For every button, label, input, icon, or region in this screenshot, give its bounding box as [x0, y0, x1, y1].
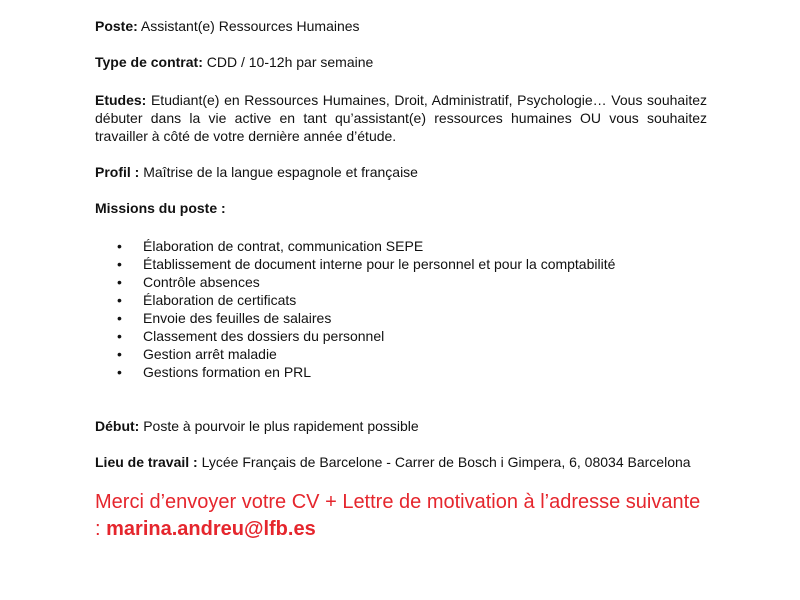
lieu-label: Lieu de travail :	[95, 454, 198, 470]
mission-item	[117, 273, 707, 291]
lieu-field	[95, 453, 707, 471]
mission-item	[117, 345, 707, 363]
mission-text: Gestion arrêt maladie	[143, 346, 277, 362]
contact-email-link[interactable]: marina.andreu@lfb.es	[106, 518, 316, 540]
mission-text: Élaboration de contrat, communication SEPE	[143, 238, 424, 254]
missions-list	[95, 237, 707, 381]
contrat-value: CDD / 10-12h par semaine	[202, 54, 374, 70]
mission-item	[117, 309, 707, 327]
debut-label: Début:	[95, 418, 140, 434]
contrat-label: Type de contrat:	[95, 54, 203, 70]
mission-text: Établissement de document interne pour le personnel et pour la comptabilité	[143, 256, 616, 272]
poste-label: Poste:	[95, 18, 138, 34]
bullet-icon: •	[117, 310, 122, 326]
job-posting	[95, 17, 707, 543]
mission-item	[117, 363, 707, 381]
debut-value: Poste à pourvoir le plus rapidement possible	[139, 418, 419, 434]
mission-text: Contrôle absences	[143, 274, 260, 290]
bullet-icon: •	[117, 346, 122, 362]
poste-field	[95, 17, 707, 35]
profil-value: Maîtrise de la langue espagnole et française	[139, 164, 418, 180]
mission-item	[117, 327, 707, 345]
etudes-field	[95, 91, 707, 145]
contact-text: Merci d’envoyer votre CV + Lettre de motivation à l’adresse suivante :	[95, 491, 701, 540]
contact-note	[95, 489, 707, 543]
mission-item	[117, 255, 707, 273]
mission-item	[117, 291, 707, 309]
mission-text: Gestions formation en PRL	[143, 364, 312, 380]
lieu-value: Lycée Français de Barcelone - Carrer de Bosch i Gimpera, 6, 08034 Barcelona	[197, 454, 691, 470]
bullet-icon: •	[117, 238, 122, 254]
bullet-icon: •	[117, 328, 122, 344]
mission-text: Élaboration de certificats	[143, 292, 297, 308]
missions-title: Missions du poste :	[95, 200, 226, 216]
etudes-label: Etudes:	[95, 92, 147, 108]
bullet-icon: •	[117, 256, 122, 272]
mission-text: Envoie des feuilles de salaires	[143, 310, 332, 326]
etudes-value: Etudiant(e) en Ressources Humaines, Droit, Administratif, Psychologie… Vous souhaitez débuter dans la vie active en tant qu’assistant(e) ressources humaines OU vous souhaitez travailler à côté de votre dernière année d’étude.	[95, 92, 707, 144]
contrat-field	[95, 53, 707, 71]
poste-value: Assistant(e) Ressources Humaines	[137, 18, 360, 34]
debut-field	[95, 417, 707, 435]
mission-text: Classement des dossiers du personnel	[143, 328, 385, 344]
bullet-icon: •	[117, 274, 122, 290]
profil-label: Profil :	[95, 164, 140, 180]
profil-field	[95, 163, 707, 181]
bullet-icon: •	[117, 292, 122, 308]
mission-item	[117, 237, 707, 255]
bullet-icon: •	[117, 364, 122, 380]
